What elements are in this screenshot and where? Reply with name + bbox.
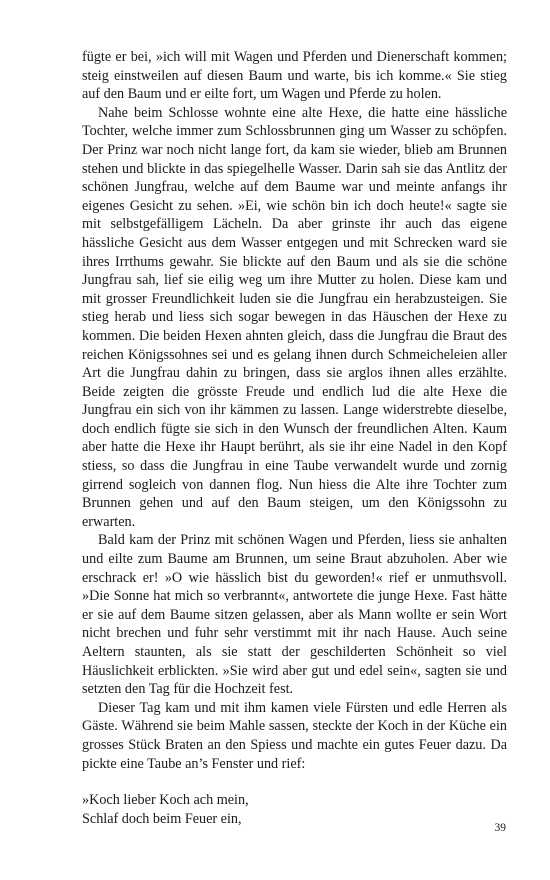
paragraph-2: Nahe beim Schlosse wohnte eine alte Hexe, die hatte eine hässliche Tochter, welche immer zum Schlossbrunnen ging um Wasser zu schöpfen. Der Prinz war noch nicht lange fort, da kam sie wieder, blieb am Brunnen stehen und blickte in das spiegelhelle Wasser. Darin sah sie das Antlitz der schönen Jungfrau, welche auf dem Baume war und meinte anfangs ihr eigenes Gesicht zu sehen. »Ei, wie schön bin ich doch heute!« sagte sie mit selbstgefälligem Lächeln. Da aber grinste ihr auch das eigene hässliche Gesicht aus dem Wasser entgegen und mit Schrecken ward sie ihres Irrthums gewahr. Sie blickte auf den Baum und als sie die schöne Jungfrau sah, lief sie eilig weg um ihre Mutter zu holen. Diese kam und mit grosser Freundlichkeit luden sie die Jungfrau ein herabzusteigen. Sie stieg herab und liess sich sogar bewegen in das Häuschen der Hexe zu kommen. Die beiden Hexen ahnten gleich, dass die Jungfrau die Braut des reichen Königssohnes sei und es gelang ihnen durch Schmeicheleien aller Art die Jungfrau dahin zu bringen, dass sie arglos ihnen alles erzählte. Beide zeigten die grösste Freude und endlich lud die alte Hexe die Jungfrau ein sich von ihr kämmen zu lassen. Lange widerstrebte dieselbe, doch endlich fügte sie sich in den Wunsch der freundlichen Alten. Kaum aber hatte die Hexe ihr Haupt berührt, als sie ihr eine Nadel in den Kopf stiess, so dass die Jungfrau in eine Taube verwandelt wurde und zornig girrend sogleich von dannen flog. Nun hiess die Alte ihre Tochter zum Brunnen gehen und auf den Baum steigen, um den Königssohn zu erwarten. [82, 104, 507, 530]
paragraph-1: fügte er bei, »ich will mit Wagen und Pferden und Dienerschaft kommen; steig einstweilen auf diesen Baum und warte, bis ich komme.« Sie stieg auf den Baum und er eilte fort, um Wagen und Pferde zu holen. [82, 49, 507, 103]
verse-line-2: Schlaf doch beim Feuer ein, [82, 810, 242, 827]
paragraph-3: Bald kam der Prinz mit schönen Wagen und Pferden, liess sie anhalten und eilte zum Baume am Brunnen, um seine Braut abzuholen. Aber wie erschrack er! »O wie hässlich bist du geworden!« rief er unmuthsvoll. »Die Sonne hat mich so verbrannt«, antwortete die junge Hexe. Fast hätte er sie auf dem Baume sitzen gelassen, aber als Mann wollte er sein Wort nicht brechen und fuhr sehr verstimmt mit ihr nach Hause. Auch seine Aeltern staunten, als sie statt der geschilderten Schönheit so viel Häuslichkeit erblickten. »Sie wird aber gut und edel sein«, sagten sie und setzten den Tag für die Hochzeit fest. [82, 532, 507, 698]
verse-block [82, 791, 507, 828]
page-body [82, 48, 507, 828]
paragraph-4: Dieser Tag kam und mit ihm kamen viele Fürsten und edle Herren als Gäste. Während sie beim Mahle sassen, steckte der Koch in der Küche ein grosses Stück Braten an den Spiess und machte ein gutes Feuer dazu. Da pickte eine Taube an’s Fenster und rief: [82, 699, 507, 772]
verse-line-1: »Koch lieber Koch ach mein, [82, 792, 249, 809]
page-number: 39 [494, 822, 506, 834]
